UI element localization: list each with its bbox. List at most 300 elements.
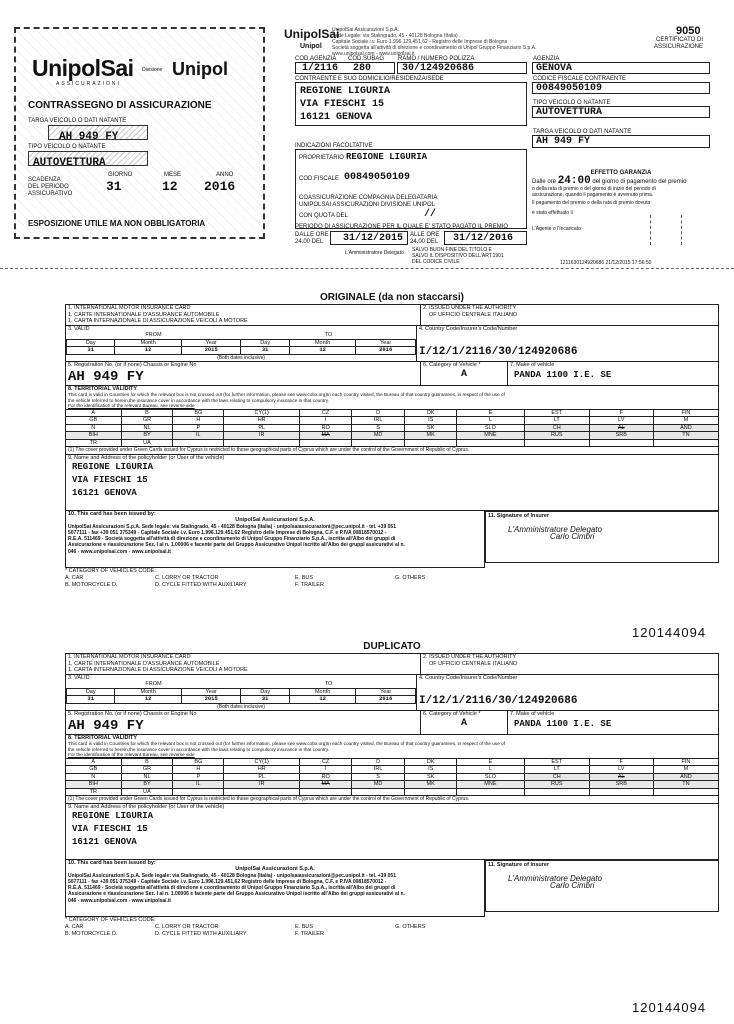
field-8-label: 8. TERRITORIAL VALIDITY [68, 734, 138, 741]
ramo-polizza-value: 30/124920686 [402, 63, 475, 74]
country-code: TR [66, 788, 122, 796]
country-code: IL [173, 432, 224, 440]
signature-box [485, 860, 719, 912]
category-legend [65, 917, 719, 939]
country-code: F [589, 758, 653, 766]
issuer-company: UnipolSai Assicurazioni S.p.A. [235, 517, 315, 524]
field-4-label: 4. Country Code/Insurer's Code/Number [419, 325, 518, 332]
field-6-label: 6. Category of Vehicle * [423, 711, 481, 717]
issuer-text-4: Assicurazione e riassicurazione Sez. I al n. 1.00006 e facente parte del Gruppo Assicurativo Unipol iscritto all'Albo dei gruppi assicurativi al n. [68, 542, 405, 549]
policyholder-street: VIA FIESCHI 15 [72, 824, 148, 835]
card-header-table [65, 653, 719, 675]
field-5-label: 5. Registration No. (or if none) Chassis or Engine No [68, 711, 197, 717]
field-1b-label: 1. CARTE INTERNATIONALE D'ASSURANCE AUTOMOBILE [68, 311, 220, 318]
country-row [66, 781, 719, 789]
coassicurazione-label-1: COASSICURAZIONE COMPAGNIA DELEGATARIA [299, 195, 438, 201]
field-9-label: 9. Name and Address of the policyholder (or User of the vehicle) [68, 454, 225, 461]
category-a: A. CAR [65, 923, 84, 930]
to-label: TO [324, 332, 333, 338]
field-6-label: 6. Category of Vehicle * [423, 362, 481, 368]
country-code: GB [66, 417, 122, 425]
category-e: E. BUS [295, 923, 314, 930]
agenzia-box [532, 62, 710, 74]
country-code: AL [589, 773, 653, 781]
cod-agenzia-value: 1/2116 [302, 63, 339, 74]
country-code: AL [589, 424, 653, 432]
effetto-text-2: o della rata di premio o del giorno di inizio del periodo di [532, 186, 656, 192]
country-code: RO [300, 424, 352, 432]
cod-agenzia-label: COD.AGENZIA [295, 56, 337, 62]
country-code: IS [405, 766, 457, 774]
registration-number: AH 949 FY [68, 368, 144, 385]
vehicle-make: PANDA 1100 I.E. SE [514, 369, 612, 380]
category-d: D. CYCLE FITTED WITH AUXILIARY [155, 930, 247, 937]
country-code: PL [224, 424, 300, 432]
company-line: Capitale Sociale i.v. Euro 1.996.129.451,62 - Registro delle Imprese di Bologna [332, 39, 508, 45]
contraente-box [295, 82, 527, 126]
field-10-label: 10. This card has been issued by: [68, 510, 156, 517]
country-code: MK [405, 781, 457, 789]
territorial-text-3: For the identification of the relevant Bureau, see reverse side [68, 403, 195, 409]
country-code: EST [524, 409, 589, 417]
country-code: UA [121, 439, 173, 447]
coupon-mese-label: MESE [164, 172, 182, 178]
issuer-text-3: R.E.A. 511469 - Società soggetta all'attività di direzione e coordinamento di Unipol Gruppo Finanziario S.p.A., iscritta all'Albo dei gruppi di [68, 885, 396, 892]
dalle-date-box [330, 231, 408, 245]
proprietario-box [295, 149, 527, 229]
valid-label: 3. VALID [68, 325, 90, 332]
category-d: D. CYCLE FITTED WITH AUXILIARY [155, 581, 247, 588]
effetto-prefix: Dalle ore [532, 179, 557, 185]
category-b: B. MOTORCYCLE D. [65, 581, 118, 588]
serial-number-original: 120144094 [632, 625, 707, 640]
cod-fiscale-value: 00849050109 [344, 172, 411, 183]
effetto-text-1: del giorno di pagamento del premio [592, 179, 687, 185]
header-company-text [332, 27, 662, 57]
certificate-label-2: ASSICURAZIONE [654, 44, 704, 50]
country-row [66, 766, 719, 774]
cyprus-note: (1) The cover provided under Green Cards issued for Cyprus is restricted to those geographical parts of Cyprus which are under the control of the Government of Republic of Cyprus. [66, 796, 719, 804]
field-7-label: 7. Make of vehicle [510, 711, 555, 717]
country-code: TN [653, 432, 718, 440]
country-code: MA [300, 781, 352, 789]
signature-area [650, 215, 682, 245]
con-quota-value: // [424, 209, 437, 220]
con-quota-label: CON QUOTA DEL [299, 213, 348, 219]
country-code: CY(1) [224, 409, 300, 417]
company-line: Sede Legale: via Stalingrado, 45 - 40128 Bologna (Italia) [332, 33, 458, 39]
country-code: I [300, 417, 352, 425]
field-4-label: 4. Country Code/Insurer's Code/Number [419, 674, 518, 681]
field-2b-label: OF UFFICIO CENTRALE ITALIANO [429, 311, 518, 318]
from-month: 12 [115, 696, 181, 704]
ramo-box [397, 62, 527, 74]
coupon-anno-label: ANNO [216, 172, 234, 178]
dalle-date: 31/12/2015 [343, 233, 404, 244]
country-code: HR [224, 766, 300, 774]
issuer-text-2: 5077111 - fax +39 051 375349 - Capitale Sociale i.v. Euro 1.996.129.451,62 Registro delle Imprese di Bologna, C.F. e P.IVA 00818570012 - [68, 878, 387, 885]
coupon-brand-sub: ASSICURAZIONI [56, 81, 121, 87]
country-code: FIN [653, 758, 718, 766]
alle-date-box [444, 231, 527, 245]
country-code: LT [524, 766, 589, 774]
country-code: BG [173, 409, 224, 417]
both-dates-note: (Both dates inclusive) [217, 354, 265, 361]
country-code: IRL [352, 766, 405, 774]
policyholder-name: REGIONE LIGURIA [72, 462, 154, 473]
to-year-label: Year [356, 688, 416, 696]
field-10-label: 10. This card has been issued by: [68, 859, 156, 866]
country-code: E [457, 758, 525, 766]
insurance-card-duplicate [65, 641, 719, 939]
barcode-text: 1211630124920686 21/12/2015 17:56:50 [560, 260, 652, 266]
card-title: DUPLICATO [363, 641, 421, 652]
coupon-giorno: 31 [106, 179, 122, 194]
country-table [65, 409, 719, 448]
category-f: F. TRAILER [295, 930, 324, 937]
country-code: BG [173, 758, 224, 766]
country-code: AND [653, 773, 718, 781]
issuer-text-1: UnipolSai Assicurazioni S.p.A. Sede legale: via Stalingrado, 45 - 40128 Bologna (Italia) - unipolsaiassicurazioni@pec.unipol.it - tel. +39 051 [68, 523, 396, 530]
country-code: MD [352, 432, 405, 440]
country-code: AND [653, 424, 718, 432]
to-day: 31 [241, 696, 289, 704]
policyholder-table [65, 446, 719, 568]
header-brand: UnipolSai [284, 27, 340, 41]
country-code: P [173, 424, 224, 432]
tipo-veicolo-value: AUTOVETTURA [536, 107, 603, 118]
cod-subag-label: COD.SUBAG [348, 56, 385, 62]
country-code: IR [224, 781, 300, 789]
country-code: LV [589, 766, 653, 774]
to-day-label: Day [241, 339, 289, 347]
country-code: SK [405, 773, 457, 781]
country-row [66, 417, 719, 425]
country-code: S [352, 773, 405, 781]
from-year: 2015 [181, 696, 241, 704]
vehicle-category: A [460, 368, 467, 380]
territorial-text-3: For the identification of the relevant Bureau, see reverse side [68, 752, 195, 758]
country-code: A [66, 758, 122, 766]
coupon-tipo-box [28, 151, 148, 169]
coupon-brand: UnipolSai [32, 55, 134, 81]
field-2-label: 2. ISSUED UNDER THE AUTHORITY [423, 654, 517, 660]
indicazioni-label: INDICAZIONI FACOLTATIVE [295, 143, 373, 149]
issuer-text-3: R.E.A. 511469 - Società soggetta all'attività di direzione e coordinamento di Unipol Gruppo Finanziario S.p.A., iscritta all'Albo dei gruppi di [68, 536, 396, 543]
from-year-label: Year [181, 688, 241, 696]
policyholder-city: 16121 GENOVA [72, 837, 137, 848]
signature-name: Carlo Cimbri [550, 531, 595, 541]
field-8-label: 8. TERRITORIAL VALIDITY [68, 385, 138, 392]
targa-label: TARGA VEICOLO O DATI NATANTE [533, 129, 632, 135]
effetto-title: EFFETTO GARANZIA [590, 170, 652, 176]
insurance-card-original [65, 292, 719, 590]
company-line: UnipolSai Assicurazioni S.p.A. [332, 27, 399, 33]
country-row [66, 758, 719, 766]
effetto-hour: 24:00 [557, 175, 591, 187]
country-code: GR [121, 417, 173, 425]
field-11-label: 11. Signature of Insurer [488, 512, 550, 519]
salvo-1: SALVO BUON FINE DEL TITOLO E [412, 247, 492, 253]
country-code: IS [405, 417, 457, 425]
certificate-number: 9050 [676, 25, 701, 37]
field-2-label: 2. ISSUED UNDER THE AUTHORITY [423, 305, 517, 311]
country-code: CH [524, 424, 589, 432]
country-code: L [457, 417, 525, 425]
to-year-label: Year [356, 339, 416, 347]
country-code: MK [405, 432, 457, 440]
header-division: Unipol [300, 43, 322, 50]
policyholder-name: REGIONE LIGURIA [72, 811, 154, 822]
category-c: C. LORRY OR TRACTOR [155, 923, 219, 930]
targa-value: AH 949 FY [536, 136, 591, 147]
coassicurazione-label-2: UNIPOLSAI ASSICURAZIONI DIVISIONE UNIPOL [299, 202, 436, 208]
country-code: M [653, 417, 718, 425]
coupon-targa-box [48, 125, 148, 143]
stamp-signature: L'Amministratore Delegato [345, 250, 404, 256]
alle-ore-time: 24.00 DEL [410, 239, 439, 245]
insurer-code: I/12/1/2116/30/124920686 [419, 695, 578, 707]
effetto-text-3: assicurazione, quando il pagamento è avvenuto prima. [532, 192, 654, 198]
country-code: MD [352, 781, 405, 789]
category-a: A. CAR [65, 574, 84, 581]
ramo-label: RAMO / NUMERO POLIZZA [398, 56, 475, 62]
targa-box [532, 135, 710, 148]
country-code: BIH [66, 432, 122, 440]
from-year-label: Year [181, 339, 241, 347]
cod-fiscale-label: COD.FISCALE [299, 176, 340, 182]
country-code: H [173, 766, 224, 774]
field-11-label: 11. Signature of Insurer [488, 861, 550, 868]
country-code: S [352, 424, 405, 432]
effetto-text-5: è stato effettuato il [532, 210, 573, 216]
from-day-label: Day [67, 688, 115, 696]
category-c: C. LORRY OR TRACTOR [155, 574, 219, 581]
country-code: UA [121, 788, 173, 796]
from-month: 12 [115, 347, 181, 355]
cod-subag-value: 280 [353, 63, 372, 74]
category-e: E. BUS [295, 574, 314, 581]
field-2b-label: OF UFFICIO CENTRALE ITALIANO [429, 660, 518, 667]
signature-box [485, 511, 719, 563]
category-title: * CATEGORY OF VEHICLES CODE: [65, 916, 156, 923]
field-1b-label: 1. CARTE INTERNATIONALE D'ASSURANCE AUTOMOBILE [68, 660, 220, 667]
salvo-2: SALVO IL DISPOSITIVO DELL'ART.1901 [412, 253, 504, 259]
coupon-logo [32, 55, 134, 82]
country-table [65, 758, 719, 797]
country-code: I [300, 766, 352, 774]
coupon-anno: 2016 [204, 179, 236, 194]
country-code: FIN [653, 409, 718, 417]
country-code: IR [224, 432, 300, 440]
to-day-label: Day [241, 688, 289, 696]
signature-title: L'Amministratore Delegato [508, 874, 603, 884]
alle-date: 31/12/2016 [453, 233, 514, 244]
country-code: SLO [457, 424, 525, 432]
coupon-mese: 12 [162, 179, 178, 194]
country-code: LT [524, 417, 589, 425]
country-code: N [66, 773, 122, 781]
insurance-coupon [14, 27, 265, 239]
policyholder-table [65, 795, 719, 917]
agenzia-value: GENOVA [536, 63, 573, 74]
coupon-footer: ESPOSIZIONE UTILE MA NON OBBLIGATORIA [28, 219, 206, 228]
country-code: D [352, 409, 405, 417]
from-month-label: Month [115, 688, 181, 696]
vehicle-table [65, 710, 719, 759]
coupon-divisione: Divisione [142, 67, 163, 73]
country-code: LV [589, 417, 653, 425]
country-row [66, 432, 719, 440]
country-code: CZ [300, 758, 352, 766]
coupon-targa-value: AH 949 FY [59, 131, 119, 143]
from-label: FROM [145, 681, 162, 687]
to-year: 2016 [356, 696, 416, 704]
contraente-line-1: REGIONE LIGURIA [300, 86, 391, 97]
card-title: ORIGINALE (da non staccarsi) [320, 292, 464, 303]
proprietario-label: PROPRIETARIO [299, 155, 344, 161]
country-code: CY(1) [224, 758, 300, 766]
category-b: B. MOTORCYCLE D. [65, 930, 118, 937]
periodo-label: PERIODO DI ASSICURAZIONE PER IL QUALE E' STATO PAGATO IL PREMIO [295, 224, 509, 230]
country-code: D [352, 758, 405, 766]
signature-title: L'Amministratore Delegato [508, 525, 603, 535]
from-label: FROM [145, 332, 162, 338]
country-code: TR [66, 439, 122, 447]
country-code: F [589, 409, 653, 417]
country-code: SRB [589, 432, 653, 440]
coupon-title: CONTRASSEGNO DI ASSICURAZIONE [28, 100, 212, 111]
country-code: MA [300, 432, 352, 440]
field-1-label: 1. INTERNATIONAL MOTOR INSURANCE CARD [68, 305, 191, 311]
field-7-label: 7. Make of vehicle [510, 362, 555, 368]
from-month-label: Month [115, 339, 181, 347]
from-day-label: Day [67, 339, 115, 347]
country-code: GR [121, 766, 173, 774]
country-code: NL [121, 424, 173, 432]
country-code: IRL [352, 417, 405, 425]
policyholder-city: 16121 GENOVA [72, 488, 137, 499]
issuer-text-5: 046 - www.unipolsai.com - www.unipolsai.it [68, 548, 171, 555]
to-month: 12 [289, 696, 355, 704]
country-code: RO [300, 773, 352, 781]
vehicle-category: A [460, 717, 467, 729]
to-year: 2016 [356, 347, 416, 355]
contraente-line-2: VIA FIESCHI 15 [300, 99, 385, 110]
cod-agenzia-box [295, 62, 395, 74]
field-9-label: 9. Name and Address of the policyholder (or User of the vehicle) [68, 803, 225, 810]
coupon-giorno-label: GIORNO [108, 172, 133, 178]
valid-label: 3. VALID [68, 674, 90, 681]
issuer-text-4: Assicurazione e riassicurazione Sez. I al n. 1.00006 e facente parte del Gruppo Assicurativo Unipol iscritto all'Albo dei gruppi assicurativi al n. [68, 891, 405, 898]
cf-contraente-box [532, 82, 710, 94]
country-code: CH [524, 773, 589, 781]
vehicle-table [65, 361, 719, 410]
field-5-label: 5. Registration No. (or if none) Chassis or Engine No [68, 362, 197, 368]
company-line: Società soggetta all'attività di direzione e coordinamento di Unipol Gruppo Finanziario S.p.A. [332, 45, 537, 51]
country-code: GB [66, 766, 122, 774]
coupon-tipo-label: TIPO VEICOLO O NATANTE [28, 144, 106, 150]
alle-ore-label: ALLE ORE [410, 232, 440, 238]
coupon-division-brand: Unipol [172, 59, 228, 79]
category-g: G. OTHERS [395, 574, 426, 581]
country-code: M [653, 766, 718, 774]
country-code: B [121, 409, 173, 417]
cf-contraente-label: CODICE FISCALE CONTRAENTE [533, 76, 627, 82]
from-year: 2015 [181, 347, 241, 355]
proprietario-value: REGIONE LIGURIA [346, 152, 428, 162]
country-code: HR [224, 417, 300, 425]
tear-line [0, 268, 734, 269]
serial-number-duplicate: 120144094 [632, 1000, 707, 1015]
from-day: 31 [67, 696, 115, 704]
field-1-label: 1. INTERNATIONAL MOTOR INSURANCE CARD [68, 654, 191, 660]
country-code: SK [405, 424, 457, 432]
coupon-targa-label: TARGA VEICOLO O DATI NATANTE [28, 118, 127, 124]
category-g: G. OTHERS [395, 923, 426, 930]
to-month-label: Month [289, 339, 355, 347]
coupon-tipo-value: AUTOVETTURA [33, 157, 106, 169]
cf-contraente-value: 00849050109 [536, 83, 603, 94]
effetto-text-4: Il pagamento del premio o della rata di premio dovuta [532, 200, 651, 206]
category-legend [65, 568, 719, 590]
country-code: BY [121, 781, 173, 789]
category-f: F. TRAILER [295, 581, 324, 588]
territorial-text-2: the vehicle referred to herein,the insurance cover in accordance with the laws relating to compulsory insurance in that country. [68, 746, 329, 752]
validity-table [65, 674, 719, 712]
agente-label: L'Agente o l'Incaricato [532, 226, 581, 232]
vehicle-make: PANDA 1100 I.E. SE [514, 718, 612, 729]
country-row [66, 409, 719, 417]
country-code: BY [121, 432, 173, 440]
both-dates-note: (Both dates inclusive) [217, 703, 265, 710]
from-day: 31 [67, 347, 115, 355]
issuer-text-5: 046 - www.unipolsai.com - www.unipolsai.it [68, 897, 171, 904]
to-label: TO [324, 681, 333, 687]
validity-table [65, 325, 719, 363]
to-day: 31 [241, 347, 289, 355]
effetto-garanzia [532, 170, 710, 250]
country-code: DK [405, 409, 457, 417]
country-code: H [173, 417, 224, 425]
field-1c-label: 1. CARTA INTERNAZIONALE DI ASSICURAZIONE VEICOLI A MOTORE [68, 667, 248, 673]
country-code: SRB [589, 781, 653, 789]
issuer-text-2: 5077111 - fax +39 051 375349 - Capitale Sociale i.v. Euro 1.996.129.451,62 Registro delle Imprese di Bologna, C.F. e P.IVA 00818570012 - [68, 529, 387, 536]
cyprus-note: (1) The cover provided under Green Cards issued for Cyprus is restricted to those geographical parts of Cyprus which are under the control of the Government of Republic of Cyprus. [66, 447, 719, 455]
signature-name: Carlo Cimbri [550, 880, 595, 890]
tipo-veicolo-label: TIPO VEICOLO O NATANTE [533, 100, 611, 106]
country-code: RUS [524, 432, 589, 440]
country-code: MNE [457, 781, 525, 789]
country-code: L [457, 766, 525, 774]
country-code: MNE [457, 432, 525, 440]
policyholder-street: VIA FIESCHI 15 [72, 475, 148, 486]
card-header-table [65, 304, 719, 326]
country-code: P [173, 773, 224, 781]
registration-number: AH 949 FY [68, 717, 144, 734]
country-code: TN [653, 781, 718, 789]
insurer-code: I/12/1/2116/30/124920686 [419, 346, 578, 358]
country-code: PL [224, 773, 300, 781]
certificate-label-1: CERTIFICATO DI [656, 37, 704, 43]
country-code: DK [405, 758, 457, 766]
country-code: N [66, 424, 122, 432]
issuer-text-1: UnipolSai Assicurazioni S.p.A. Sede legale: via Stalingrado, 45 - 40128 Bologna (Italia) - unipolsaiassicurazioni@pec.unipol.it - tel. +39 051 [68, 872, 396, 879]
category-title: * CATEGORY OF VEHICLES CODE: [65, 567, 156, 574]
country-code: BIH [66, 781, 122, 789]
agenzia-label: AGENZIA [533, 56, 560, 62]
country-code: NL [121, 773, 173, 781]
